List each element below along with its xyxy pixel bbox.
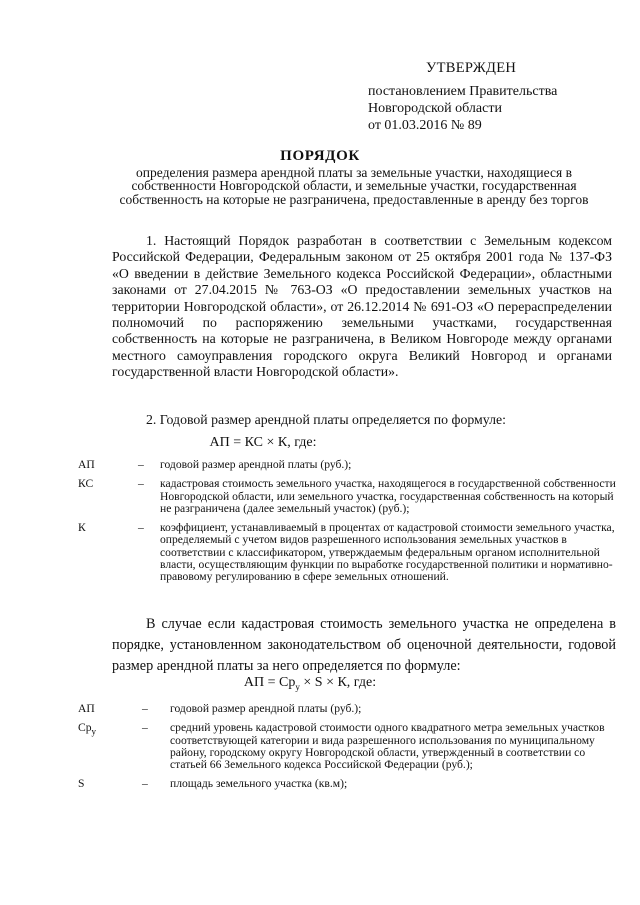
definition-dash: – [142, 721, 148, 735]
definition-symbol [78, 778, 110, 794]
definition-symbol-subscript: у [91, 726, 97, 737]
formula-2-left: АП = Ср [243, 675, 296, 690]
definition-dash: – [142, 702, 148, 715]
paragraph-2: 2. Годовой размер арендной платы определяется по формуле: [146, 412, 506, 427]
definition-dash: – [138, 477, 144, 491]
approval-line: постановлением Правительства [368, 84, 558, 99]
definition-symbol-text: Ср [78, 721, 92, 735]
definition-text: кадастровая стоимость земельного участка, находящегося в государственной собственности Новгородской области, или земельного участка, государственная собственность на который не разграничена (далее земельный участок) (руб.); [160, 477, 616, 515]
definition-text: годовой размер арендной платы (руб.); [170, 702, 362, 715]
paragraph-1: 1. Настоящий Порядок разработан в соответствии с Земельным кодексом Российской Федерации, Федеральным законом от 25 октября 2001 года № 137-ФЗ «О введении в действие Земельного кодекса Российской Федерации», областными законами от 27.04.2015 № 763-ОЗ «О предоставлении земельных участков на территории Новгородской области», от 26.12.2014 № 691-ОЗ «О перераспределении полномочий по распоряжению земельными участками, государственная собственность на которые не разграничена, в Великом Новгороде между органами местного самоуправления городского округа Великий Новгород и органами государственной власти Новгородской области». [112, 233, 612, 380]
definition-symbol: АП [78, 458, 95, 471]
document-subtitle: определения размера арендной платы за земельные участки, находящиеся в собственности Новгородской области, и земельные участки, государственная собственность на которые не разграничена, предоставленные в аренду без торгов [119, 165, 589, 207]
formula-2-subscript: у [295, 681, 300, 692]
definition-item [78, 722, 623, 771]
approval-stamp [368, 60, 618, 134]
definition-dash: – [138, 458, 144, 471]
formula-1: АП = КС × К, где: [209, 435, 317, 450]
definition-text: коэффициент, устанавливаемый в процентах от кадастровой стоимости земельного участка, определяемый с учетом видов разрешенного использования земельных участков в соответствии с классификатором, утверждаемым федеральным органом исполнительной власти, осуществляющим функции по выработке государственной политики и нормативно-правовому регулированию в сфере земельных отношений. [160, 521, 615, 584]
definition-item [78, 522, 623, 583]
definition-item [78, 703, 623, 715]
approval-heading: УТВЕРЖДЕН [426, 60, 517, 76]
definition-dash: – [138, 521, 144, 535]
definition-symbol-text: S [78, 777, 85, 791]
definition-text: средний уровень кадастровой стоимости одного квадратного метра земельных участков соответствующей категории и вида разрешенного использования по муниципальному району, городскому округу Новгородской области, утвержденный в соответствии со статьей 66 Земельного кодекса Российской Федерации (руб.); [170, 721, 605, 772]
definition-item [78, 778, 623, 790]
paragraph-3: В случае если кадастровая стоимость земельного участка не определена в порядке, установленном законодательством об оценочной деятельности, годовой размер арендной платы за него определяется по формуле: [112, 616, 616, 674]
definition-symbol: К [78, 521, 86, 535]
definition-item [78, 459, 623, 471]
approval-line: Новгородской области [368, 101, 502, 116]
definition-symbol: КС [78, 477, 94, 491]
approval-line: от 01.03.2016 № 89 [368, 118, 482, 133]
definition-symbol-text: АП [78, 702, 95, 715]
formula-2-right: × S × К, где: [299, 675, 377, 690]
definition-dash: – [142, 777, 148, 791]
definitions-list-1 [78, 459, 623, 591]
definition-symbol [78, 722, 110, 738]
definitions-list-2 [78, 703, 623, 798]
document-title: ПОРЯДОК [280, 148, 360, 164]
definition-item [78, 478, 623, 515]
definition-text: годовой размер арендной платы (руб.); [160, 458, 352, 471]
definition-text: площадь земельного участка (кв.м); [170, 777, 348, 791]
definition-symbol [78, 703, 110, 719]
formula-2 [110, 675, 510, 692]
